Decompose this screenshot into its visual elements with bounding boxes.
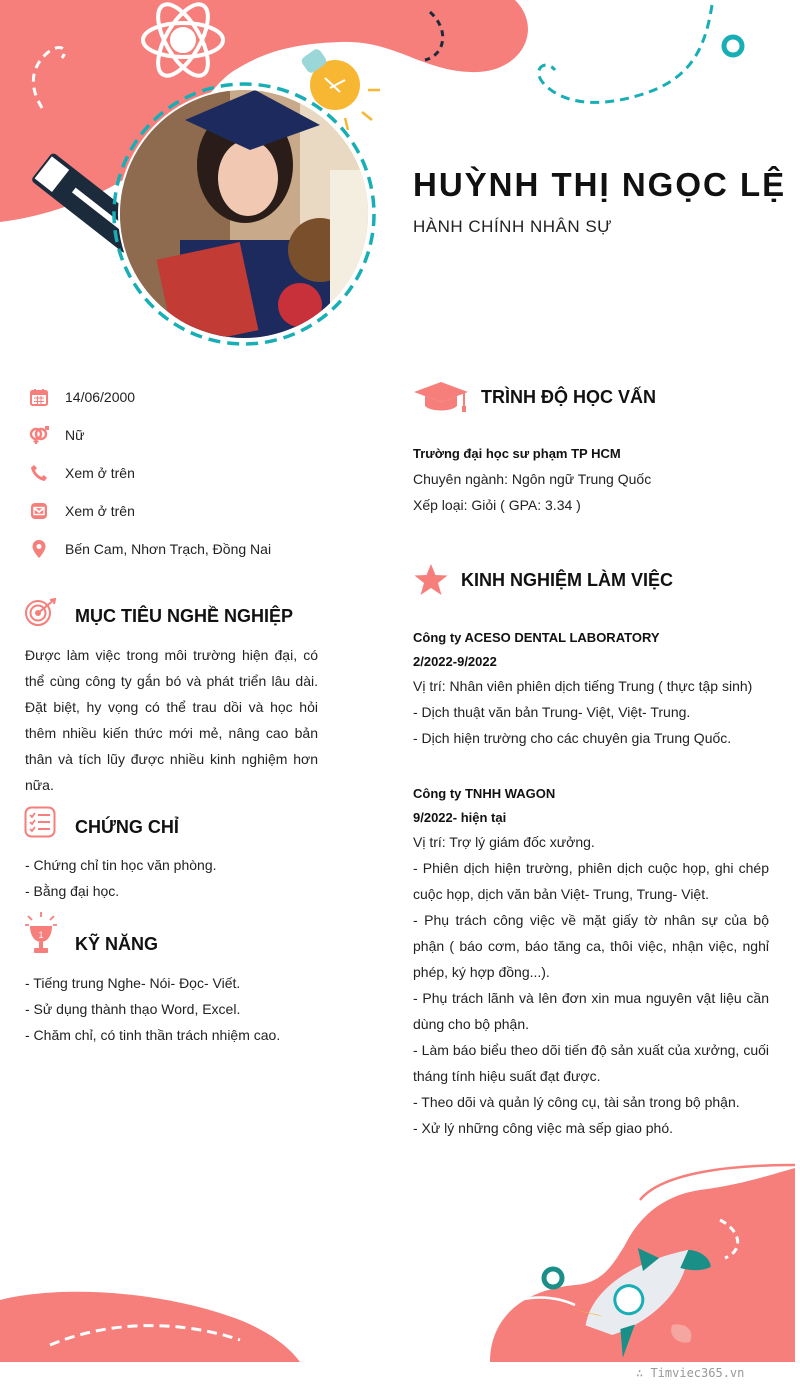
objective-text: Được làm việc trong môi trường hiện đại, có thể cùng công ty gắn bó và phát triển lâu dài. Đặt biệt, hy vọng có thể trau dồi và học hỏi thêm nhiều kiến thức mới mẻ, nâng cao bản thân và tích lũy được nhiều kinh nghiệm hơn nữa. — [25, 647, 318, 793]
job-company: Công ty TNHH WAGON — [413, 786, 556, 801]
location-icon — [28, 538, 50, 560]
birthdate-value: 14/06/2000 — [65, 389, 136, 405]
phone-value: Xem ở trên — [65, 465, 135, 481]
contact-email — [28, 499, 135, 523]
contact-address — [28, 537, 272, 561]
gender-value: Nữ — [65, 427, 85, 443]
list-item: Vị trí: Trợ lý giám đốc xưởng. — [413, 834, 595, 850]
list-item: - Chăm chỉ, có tinh thần trách nhiệm cao. — [25, 1027, 281, 1043]
contact-gender — [28, 423, 85, 447]
calendar-icon — [28, 386, 50, 408]
gender-icon — [28, 424, 50, 446]
star-icon — [413, 563, 449, 597]
phone-icon — [28, 462, 50, 484]
job-details — [413, 673, 773, 751]
list-item: - Phụ trách công việc về mặt giấy tờ nhân sự của bộ phận ( báo cơm, báo tăng ca, thôi việc, nhận việc, nghỉ phép, ký hợp đồng...). — [413, 912, 769, 980]
list-item: - Xử lý những công việc mà sếp giao phó. — [413, 1120, 673, 1136]
email-icon — [28, 500, 50, 522]
candidate-title: HÀNH CHÍNH NHÂN SỰ — [413, 217, 613, 236]
list-item: - Dịch hiện trường cho các chuyên gia Trung Quốc. — [413, 730, 732, 746]
footer-decoration — [0, 1160, 800, 1370]
list-item: - Dịch thuật văn bản Trung- Việt, Việt- Trung. — [413, 704, 691, 720]
watermark: ∴ Timviec365.vn — [636, 1366, 745, 1380]
job-period: 9/2022- hiện tại — [413, 810, 507, 825]
skills-list — [25, 970, 280, 1048]
list-item: - Chứng chỉ tin học văn phòng. — [25, 857, 217, 873]
certificates-list — [25, 852, 217, 904]
list-item: - Phiên dịch hiện trường, phiên dịch cuộc họp, ghi chép cuộc họp, dịch văn bản Việt- Trung, Trung- Việt. — [413, 860, 769, 902]
target-icon — [24, 598, 58, 628]
education-title: TRÌNH ĐỘ HỌC VẤN — [481, 387, 656, 407]
list-item: Vị trí: Nhân viên phiên dịch tiếng Trung ( thực tập sinh) — [413, 678, 753, 694]
skills-title: KỸ NĂNG — [75, 934, 159, 954]
list-item: - Bằng đại học. — [25, 883, 120, 899]
contact-birthdate — [28, 385, 136, 409]
candidate-name: HUỲNH THỊ NGỌC LỆ — [413, 166, 787, 203]
contact-phone — [28, 461, 135, 485]
address-value: Bến Cam, Nhơn Trạch, Đồng Nai — [65, 541, 272, 557]
education-school: Trường đại học sư phạm TP HCM — [413, 446, 621, 461]
svg-text:1: 1 — [38, 930, 44, 940]
education-grade: Xếp loại: Giỏi ( GPA: 3.34 ) — [413, 497, 581, 513]
job-period: 2/2022-9/2022 — [413, 654, 497, 669]
graduation-cap-icon — [413, 380, 469, 414]
list-item: - Làm báo biểu theo dõi tiến độ sản xuất của xưởng, cuối tháng tính hiệu suất đạt được. — [413, 1042, 769, 1084]
email-value: Xem ở trên — [65, 503, 135, 519]
objective-title: MỤC TIÊU NGHỀ NGHIỆP — [75, 606, 294, 626]
checklist-icon — [24, 806, 56, 838]
list-item: - Sử dụng thành thạo Word, Excel. — [25, 1001, 241, 1017]
job-company: Công ty ACESO DENTAL LABORATORY — [413, 630, 660, 645]
list-item: - Theo dõi và quản lý công cụ, tài sản trong bộ phận. — [413, 1094, 740, 1110]
experience-title: KINH NGHIỆM LÀM VIỆC — [461, 570, 674, 590]
trophy-icon — [24, 912, 58, 956]
list-item: - Tiếng trung Nghe- Nói- Đọc- Viết. — [25, 975, 241, 991]
job-details — [413, 829, 769, 1141]
list-item: - Phụ trách lãnh và lên đơn xin mua nguyên vật liệu cần dùng cho bộ phận. — [413, 990, 769, 1032]
certificates-title: CHỨNG CHỈ — [75, 817, 179, 837]
education-major: Chuyên ngành: Ngôn ngữ Trung Quốc — [413, 471, 652, 487]
